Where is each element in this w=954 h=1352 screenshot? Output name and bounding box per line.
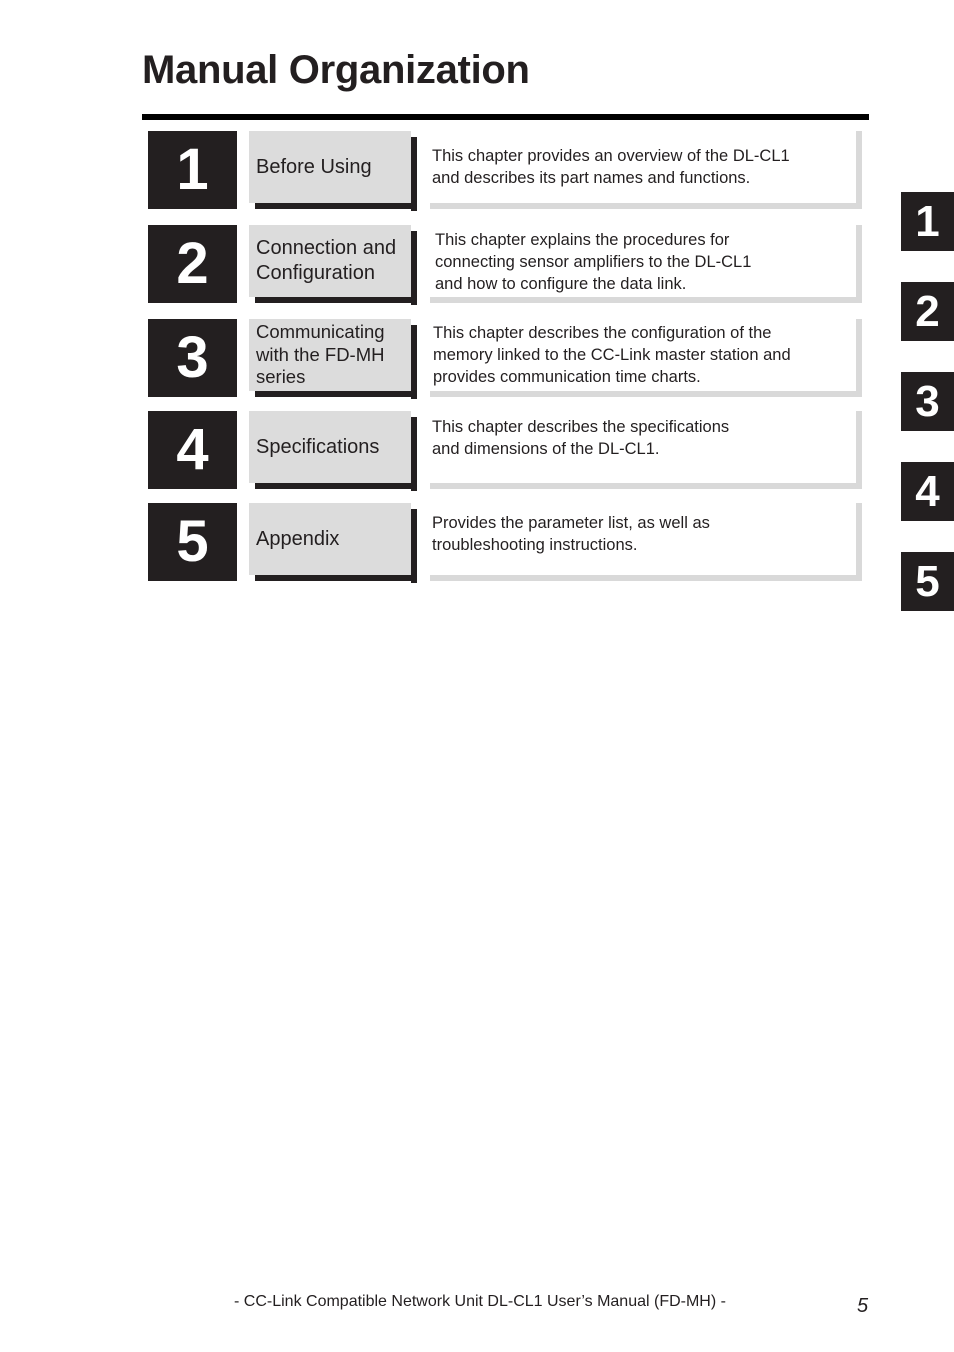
- chapter-description-box-5: [430, 503, 862, 581]
- chapter-row-2: [148, 225, 868, 305]
- chapter-name-4: Specifications: [256, 435, 380, 458]
- chapter-description-5: Provides the parameter list, as well as troubleshooting instructions.: [432, 514, 710, 554]
- chapter-name-box-1: [249, 131, 417, 211]
- page-number: 5: [857, 1295, 869, 1317]
- chapter-description-3: This chapter describes the configuration of the memory linked to the CC-Link master station and provides communication time charts.: [433, 324, 791, 386]
- chapter-description-1: This chapter provides an overview of the DL-CL1 and describes its part names and functions.: [432, 147, 790, 187]
- chapter-number-4: 4: [148, 411, 237, 489]
- chapter-name-3: Communicating with the FD-MH series: [256, 321, 385, 388]
- chapter-description-box-2: [430, 225, 862, 303]
- chapter-number-5: 5: [148, 503, 237, 581]
- chapter-name-2: Connection and Configuration: [256, 237, 397, 284]
- chapter-number-3: 3: [148, 319, 237, 397]
- chapter-name-5: Appendix: [256, 527, 340, 550]
- side-tab-2: 2: [901, 282, 954, 341]
- chapter-row-5: [148, 503, 868, 583]
- chapter-number-2: 2: [148, 225, 237, 303]
- chapter-number-1: 1: [148, 131, 237, 209]
- chapter-name-box-2: [249, 225, 417, 305]
- footer-text: - CC-Link Compatible Network Unit DL-CL1 User’s Manual (FD-MH) -: [234, 1293, 726, 1310]
- side-tab-4: 4: [901, 462, 954, 521]
- chapter-name-1: Before Using: [256, 155, 372, 178]
- chapter-name-box-3: [249, 319, 417, 399]
- title-rule: [142, 114, 869, 120]
- chapter-name-box-5: [249, 503, 417, 583]
- chapter-description-4: This chapter describes the specifications and dimensions of the DL-CL1.: [432, 418, 730, 458]
- chapter-row-1: [148, 131, 868, 211]
- chapter-description-box-3: [430, 319, 862, 397]
- chapter-name-box-4: [249, 411, 417, 491]
- side-tab-1: 1: [901, 192, 954, 251]
- page-title: Manual Organization: [142, 48, 530, 92]
- side-tab-3: 3: [901, 372, 954, 431]
- chapter-description-box-1: [430, 131, 862, 209]
- chapter-row-4: [148, 411, 868, 491]
- chapter-description-2: This chapter explains the procedures for connecting sensor amplifiers to the DL-CL1 and how to configure the data link.: [435, 231, 752, 293]
- side-tab-5: 5: [901, 552, 954, 611]
- chapter-row-3: [148, 319, 868, 399]
- chapter-description-box-4: [430, 411, 862, 489]
